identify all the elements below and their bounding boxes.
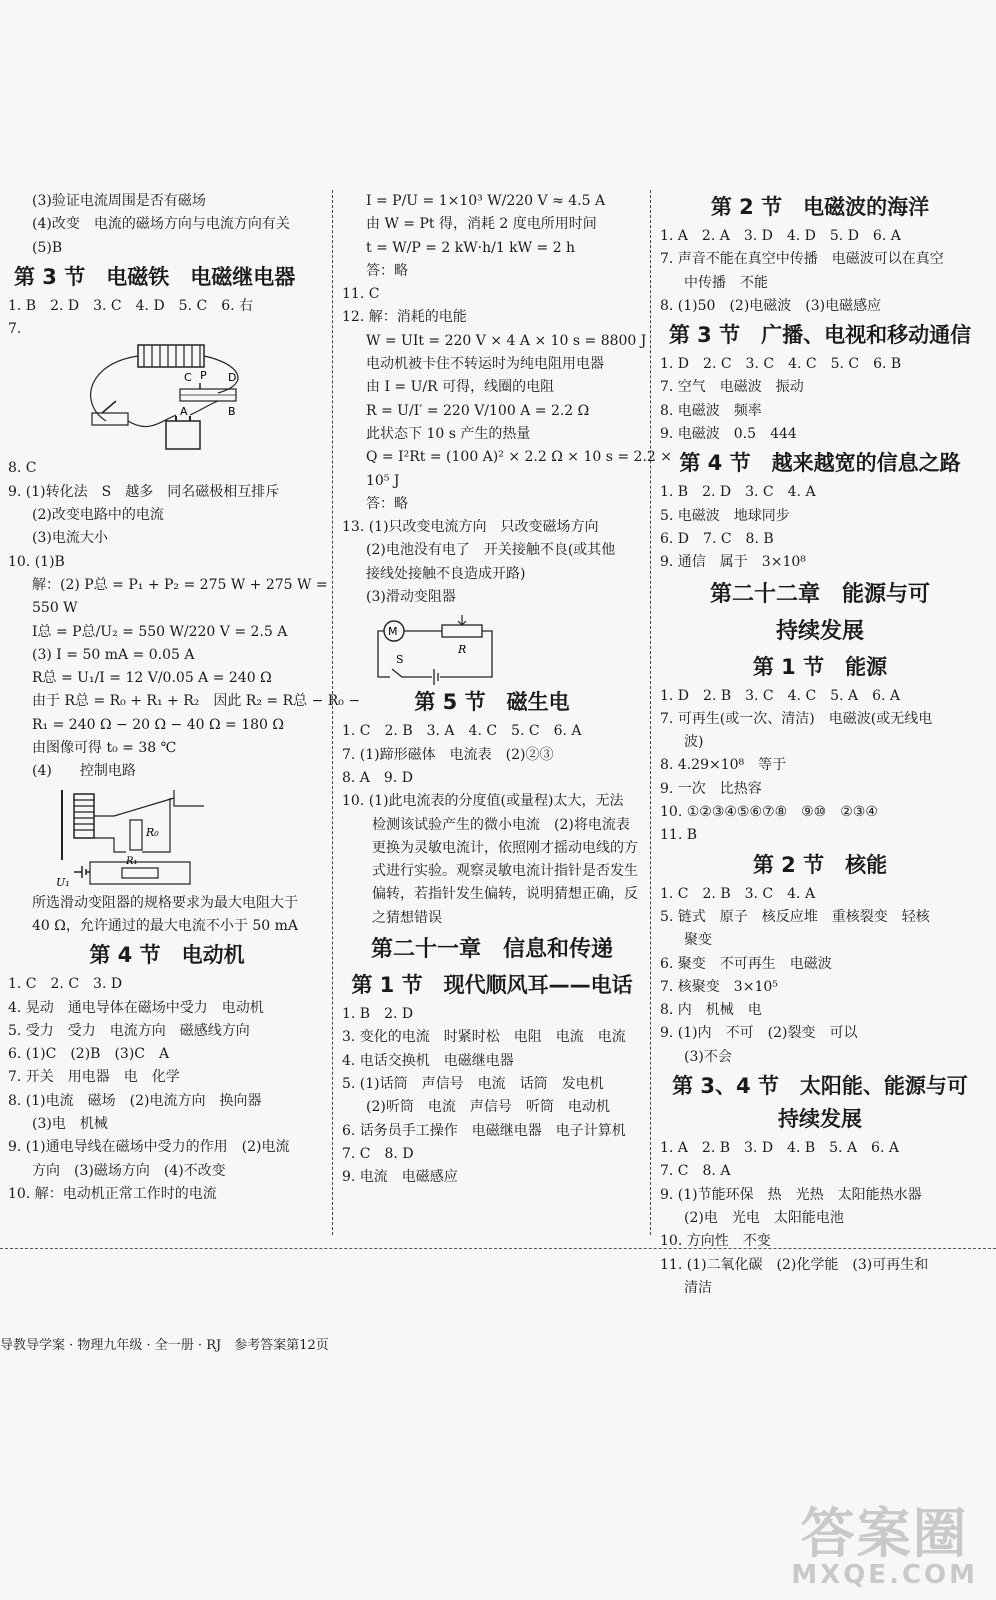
answer-line: 5. 电磁波 地球同步 xyxy=(660,507,790,524)
answer-line: 3. 变化的电流 时紧时松 电阻 电流 电流 xyxy=(342,1029,626,1046)
answer-line: t = W/P = 2 kW·h/1 kW = 2 h xyxy=(366,239,576,256)
answer-line: (2)改变电路中的电流 xyxy=(32,507,164,524)
section-title: 第 1 节 现代顺风耳——电话 xyxy=(351,973,633,998)
answer-line: 550 W xyxy=(32,600,78,617)
answer-line: 1. D 2. B 3. C 4. C 5. A 6. A xyxy=(660,687,901,704)
answer-line: (4) 控制电路 xyxy=(32,763,136,780)
answer-line: 检测该试验产生的微小电流 (2)将电流表 xyxy=(372,816,630,833)
answer-line: 9. (1)节能环保 热 光热 太阳能热水器 xyxy=(660,1186,922,1203)
motor-circuit-figure xyxy=(372,611,502,685)
answer-line: 6. (1)C (2)B (3)C A xyxy=(8,1046,170,1063)
answer-line: 更换为灵敏电流计，依照刚才摇动电线的方 xyxy=(372,839,638,856)
section-title: 第 3 节 电磁铁 电磁继电器 xyxy=(14,264,296,289)
answer-line: (3)验证电流周围是否有磁场 xyxy=(32,193,206,209)
label-r0: R₀ xyxy=(146,825,159,839)
answer-line: (2)电池没有电了 开关接触不良(或其他 xyxy=(366,542,616,559)
label-r: R xyxy=(458,643,467,657)
section-title: 第 3 节 广播、电视和移动通信 xyxy=(668,323,972,348)
answer-line: W = UIt = 220 V × 4 A × 10 s = 8800 J xyxy=(366,332,647,349)
answer-line: 8. C xyxy=(8,460,37,477)
answer-line: 5. 受力 受力 电流方向 磁感线方向 xyxy=(8,1022,250,1039)
section-title-cont: 持续发展 xyxy=(778,1107,862,1132)
answer-line: 所选滑动变阻器的规格要求为最大电阻大于 xyxy=(32,894,298,911)
answer-line: 9. 电流 电磁感应 xyxy=(342,1169,458,1186)
answer-line: 10. (1)B xyxy=(8,553,65,570)
answer-line: Q = I²Rt = (100 A)² × 2.2 Ω × 10 s = 2.2 × xyxy=(366,449,672,466)
answer-line: 此状态下 10 s 产生的热量 xyxy=(366,425,531,442)
answer-line: R总 = U₁/I = 12 V/0.05 A = 240 Ω xyxy=(32,670,272,687)
answer-line: (2)听筒 电流 声信号 听筒 电动机 xyxy=(366,1099,610,1116)
answer-line: 1. B 2. D 3. C 4. A xyxy=(660,484,816,501)
label-c: C xyxy=(184,371,192,385)
answer-line: 40 Ω，允许通过的最大电流不小于 50 mA xyxy=(32,917,298,934)
answer-line: 5. (1)话筒 声信号 电流 话筒 发电机 xyxy=(342,1075,604,1092)
answer-line: 1. A 2. A 3. D 4. D 5. D 6. A xyxy=(660,228,901,244)
answer-line: 6. 话务员手工操作 电磁继电器 电子计算机 xyxy=(342,1122,626,1139)
answer-line: 10. 方向性 不变 xyxy=(660,1233,771,1250)
answer-line: 1. A 2. B 3. D 4. B 5. A 6. A xyxy=(660,1140,899,1157)
answer-line: (4)改变 电流的磁场方向与电流方向有关 xyxy=(32,216,290,233)
answer-line: 8. A 9. D xyxy=(342,769,413,786)
label-a: A xyxy=(180,405,188,419)
answer-line: 1. D 2. C 3. C 4. C 5. C 6. B xyxy=(660,356,902,373)
answer-line: 9. (1)转化法 S 越多 同名磁极相互排斥 xyxy=(8,483,280,500)
answer-line: 1. B 2. D xyxy=(342,1006,414,1023)
label-b: B xyxy=(228,405,236,419)
answer-line: 8. (1)50 (2)电磁波 (3)电磁感应 xyxy=(660,297,882,314)
answer-line: 11. B xyxy=(660,827,698,844)
answer-column-3 xyxy=(660,190,980,1300)
answer-line: 由 I = U/R 可得，线圈的电阻 xyxy=(366,379,555,396)
answer-line: 6. D 7. C 8. B xyxy=(660,530,774,547)
answer-line: 10⁵ J xyxy=(366,472,400,489)
answer-line: 12. 解：消耗的电能 xyxy=(342,309,467,326)
answer-line: 8. 4.29×10⁸ 等于 xyxy=(660,757,787,774)
answer-line: (3)不会 xyxy=(684,1048,732,1065)
footer-divider xyxy=(0,1248,996,1249)
answer-line: 由于 R总 = R₀ + R₁ + R₂ 因此 R₂ = R总 − R₀ − xyxy=(32,693,361,710)
answer-line: 1. C 2. B 3. A 4. C 5. C 6. A xyxy=(342,723,582,740)
answer-line: 5. 链式 原子 核反应堆 重核裂变 轻核 xyxy=(660,908,930,925)
watermark xyxy=(791,1502,978,1590)
answer-line: 4. 晃动 通电导体在磁场中受力 电动机 xyxy=(8,999,264,1016)
answer-line: 13. (1)只改变电流方向 只改变磁场方向 xyxy=(342,519,599,536)
answer-line: 接线处接触不良造成开路) xyxy=(366,565,526,582)
answer-line: 方向 (3)磁场方向 (4)不改变 xyxy=(32,1162,226,1179)
chapter-title: 第二十二章 能源与可 xyxy=(709,581,930,607)
section-title: 第 3、4 节 太阳能、能源与可 xyxy=(672,1074,968,1099)
watermark-text: 答案圈 xyxy=(800,1502,969,1565)
control-circuit-figure xyxy=(52,786,232,890)
answer-line: 11. C xyxy=(342,286,380,303)
electromagnet-circuit-figure xyxy=(68,343,268,455)
label-r1: R₁ xyxy=(126,855,138,867)
answer-line: 4. 电话交换机 电磁继电器 xyxy=(342,1052,514,1069)
answer-column-2 xyxy=(342,190,672,1189)
answer-line: 由图像可得 t₀ = 38 ℃ xyxy=(32,740,177,757)
section-title: 第 4 节 越来越宽的信息之路 xyxy=(679,451,961,476)
label-p: P xyxy=(200,369,207,383)
answer-line: 6. 聚变 不可再生 电磁波 xyxy=(660,955,832,972)
answer-line: 7. 声音不能在真空中传播 电磁波可以在真空 xyxy=(660,251,944,268)
answer-line: 7. 可再生(或一次、清洁) 电磁波(或无线电 xyxy=(660,710,933,727)
answer-line: 9. (1)通电导线在磁场中受力的作用 (2)电流 xyxy=(8,1139,290,1156)
answer-line: 偏转，若指针发生偏转，说明猜想正确，反 xyxy=(372,886,638,903)
column-divider-2 xyxy=(650,190,651,1235)
answer-line: 9. 通信 属于 3×10⁸ xyxy=(660,554,806,571)
answer-line: 由 W = Pt 得，消耗 2 度电所用时间 xyxy=(366,216,597,233)
answer-line: 1. C 2. C 3. D xyxy=(8,976,123,993)
answer-line: 9. 一次 比热容 xyxy=(660,780,762,797)
answer-line: 答：略 xyxy=(366,495,408,512)
answer-line: 9. 电磁波 0.5 444 xyxy=(660,426,797,443)
answer-line: (3)电流大小 xyxy=(32,530,108,547)
answer-line: 聚变 xyxy=(684,932,712,949)
answer-line: R₁ = 240 Ω − 20 Ω − 40 Ω = 180 Ω xyxy=(32,716,284,733)
answer-line: R = U/I′ = 220 V/100 A = 2.2 Ω xyxy=(366,402,590,419)
section-title: 第 2 节 电磁波的海洋 xyxy=(710,195,930,219)
answer-line: 8. 内 机械 电 xyxy=(660,1002,762,1019)
answer-line: (3) I = 50 mA = 0.05 A xyxy=(32,646,195,663)
answer-line: 中传播 不能 xyxy=(684,274,768,291)
answer-line: (5)B xyxy=(32,239,63,256)
label-s: S xyxy=(396,653,404,667)
answer-line: 7. C 8. A xyxy=(660,1163,731,1180)
answer-line: 8. 电磁波 频率 xyxy=(660,402,762,419)
answer-line: 电动机被卡住不转运时为纯电阻用电器 xyxy=(366,356,604,373)
answer-line: 7. xyxy=(8,321,22,338)
answer-line: 10. ①②③④⑤⑥⑦⑧ ⑨⑩ ②③④ xyxy=(660,804,878,821)
section-title: 第 2 节 核能 xyxy=(752,852,888,877)
answer-line: 10. (1)此电流表的分度值(或量程)太大，无法 xyxy=(342,793,624,810)
answer-line: 1. C 2. B 3. C 4. A xyxy=(660,885,816,902)
answer-line: 10. 解：电动机正常工作时的电流 xyxy=(8,1185,217,1202)
answer-line: 答：略 xyxy=(366,262,408,279)
section-title: 第 1 节 能源 xyxy=(752,654,888,679)
answer-line: I总 = P总/U₂ = 550 W/220 V = 2.5 A xyxy=(32,623,288,640)
answer-line: 7. C 8. D xyxy=(342,1145,414,1162)
answer-line: 式进行实验。观察灵敏电流计指针是否发生 xyxy=(372,863,638,880)
answer-line: (3)滑动变阻器 xyxy=(366,589,456,606)
answer-line: 7. 核聚变 3×10⁵ xyxy=(660,978,778,995)
answer-line: 解：(2) P总 = P₁ + P₂ = 275 W + 275 W = xyxy=(32,576,328,593)
label-d: D xyxy=(228,371,237,385)
label-u1: U₁ xyxy=(56,875,70,889)
label-m: M xyxy=(388,625,398,639)
answer-line: 8. (1)电流 磁场 (2)电流方向 换向器 xyxy=(8,1092,262,1109)
answer-line: I = P/U = 1×10³ W/220 V ≈ 4.5 A xyxy=(366,193,606,209)
answer-line: 7. 开关 用电器 电 化学 xyxy=(8,1069,180,1086)
chapter-title-cont: 持续发展 xyxy=(775,618,864,644)
answer-line: 清洁 xyxy=(684,1279,712,1296)
section-title: 第 5 节 磁生电 xyxy=(414,690,570,715)
chapter-title: 第二十一章 信息和传递 xyxy=(370,937,613,963)
section-title: 第 4 节 电动机 xyxy=(89,943,245,968)
watermark-url: MXQE.COM xyxy=(791,1560,978,1590)
answer-line: 7. 空气 电磁波 振动 xyxy=(660,379,804,396)
answer-line: (2)电 光电 太阳能电池 xyxy=(684,1209,844,1226)
answer-line: 11. (1)二氧化碳 (2)化学能 (3)可再生和 xyxy=(660,1256,929,1273)
page-footer: 导教导学案 · 物理九年级 · 全一册 · RJ 参考答案第12页 xyxy=(0,1338,329,1353)
answer-line: (3)电 机械 xyxy=(32,1116,108,1133)
answer-line: 1. B 2. D 3. C 4. D 5. C 6. 右 xyxy=(8,297,254,314)
answer-line: 9. (1)内 不可 (2)裂变 可以 xyxy=(660,1025,858,1042)
answer-line: 7. (1)蹄形磁体 电流表 (2)②③ xyxy=(342,746,554,763)
answer-line: 波) xyxy=(684,734,704,751)
answer-line: 之猜想错误 xyxy=(372,909,442,926)
